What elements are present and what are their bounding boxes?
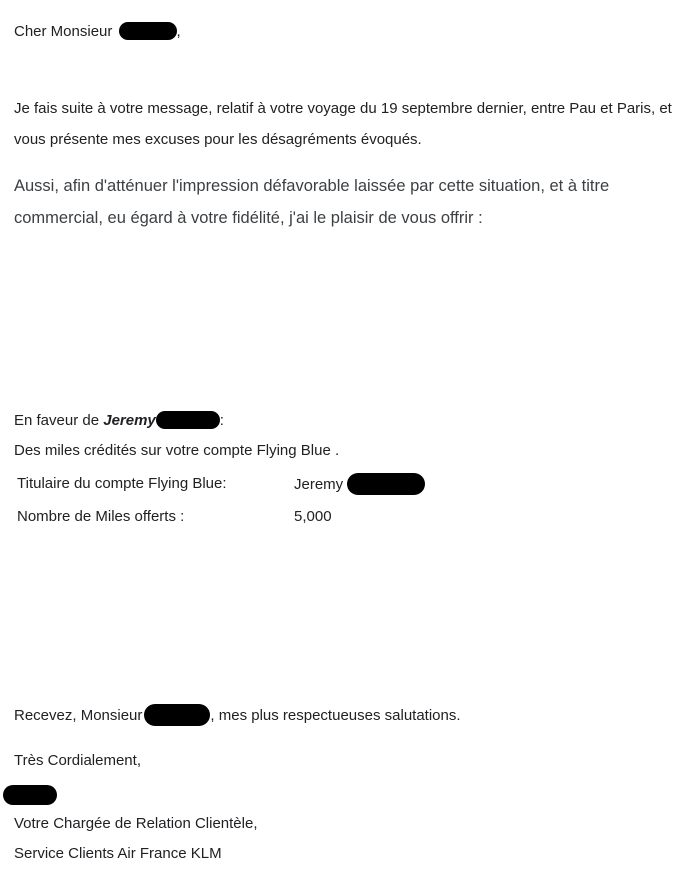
paragraph-2-line-1: Aussi, afin d'atténuer l'impression défavorable laissée par cette situation, et à titre [14,177,610,195]
paragraph-2-line-2: commercial, eu égard à votre fidélité, j'ai le plaisir de vous offrir : [14,209,483,227]
regards: Très Cordialement, [14,752,141,769]
account-holder-label: Titulaire du compte Flying Blue: [17,475,227,492]
miles-label: Nombre de Miles offerts : [17,508,185,525]
paragraph-1-line-1: Je fais suite à votre message, relatif à votre voyage du 19 septembre dernier, entre Pau et Paris, et [14,100,672,117]
greeting-line [14,22,181,42]
account-holder-value-line [294,474,425,496]
miles-intro: Des miles crédités sur votre compte Flying Blue . [14,442,340,459]
redacted-name [119,22,177,40]
closing-prefix: Recevez, Monsieur [14,706,143,724]
favor-name: Jeremy [103,412,156,429]
redacted-surname [156,411,220,429]
paragraph-1-line-2: vous présente mes excuses pour les désagréments évoqués. [14,131,422,148]
redacted-holder-surname [347,473,425,495]
favor-prefix: En faveur de [14,412,100,429]
account-holder-value: Jeremy [294,475,344,493]
closing-line [14,705,461,727]
signature-service: Service Clients Air France KLM [14,845,222,862]
signature-title: Votre Chargée de Relation Clientèle, [14,815,258,832]
closing-suffix: , mes plus respectueuses salutations. [210,706,461,724]
greeting-comma: , [176,23,181,40]
favor-colon: : [219,412,224,429]
greeting-text: Cher Monsieur [14,23,113,40]
redacted-signature-name [3,785,57,805]
favor-line [14,411,224,431]
redacted-closing-name [144,704,210,726]
miles-value: 5,000 [294,508,332,525]
